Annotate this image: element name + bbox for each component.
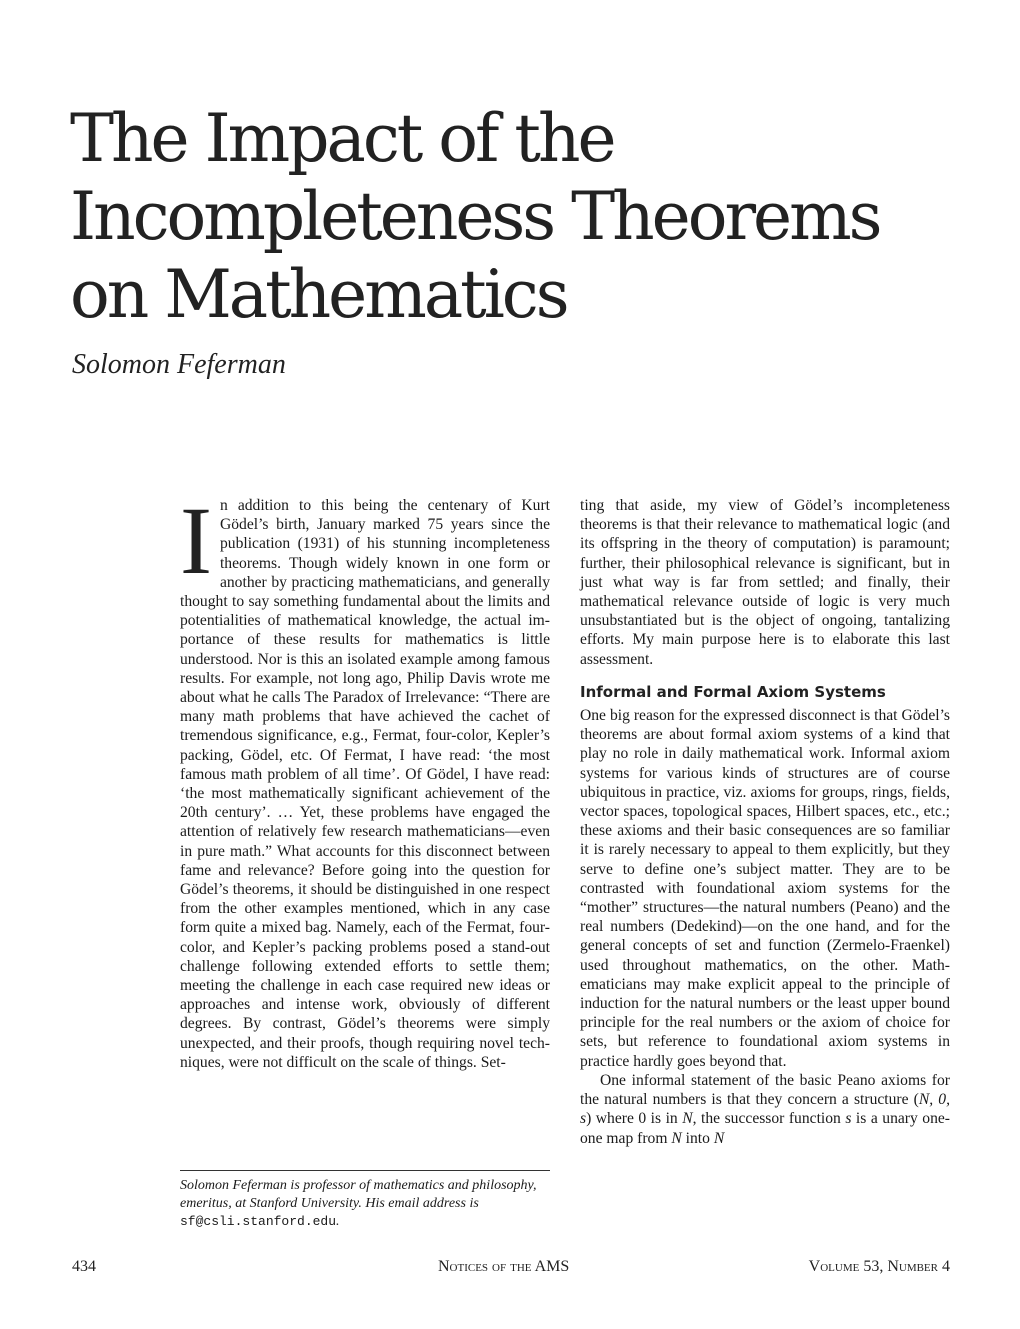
peano-text-c: , the successor function	[692, 1110, 846, 1128]
peano-text-b: ) where 0 is in	[586, 1110, 683, 1128]
author-footnote	[180, 1170, 550, 1231]
author-email[interactable]: sf@csli.stanford.edu	[180, 1214, 337, 1229]
peano-text-d: is a unary one-one map from	[580, 1110, 950, 1147]
article-title	[70, 100, 970, 334]
author-name: Solomon Feferman	[72, 349, 286, 380]
math-n-1: N	[682, 1110, 693, 1128]
right-column	[580, 496, 950, 1148]
math-s: s	[845, 1110, 852, 1128]
volume-number: Volume 53, Number 4	[808, 1258, 950, 1275]
title-line-2: Incompleteness Theorems	[70, 178, 880, 255]
page-footer	[72, 1258, 950, 1278]
left-column	[180, 487, 550, 1072]
page-number: 434	[72, 1258, 96, 1275]
intro-paragraph: n addition to this being the centenary of Kurt Gödel’s birth, January marked 75 years since the publication (1931) of his stunning incompleteness theorems. Though widely known in one form or another by practicing mathematicians, and generally thought to say something fundamental about the limits and potentialities of mathematical knowledge, the actual importance of these results for mathematics is little understood. Nor is this an isolated example among famous results. For example, not long ago, Philip Davis wrote me about what he calls The Paradox of Irrelevance: “There are many math problems that have achieved the cachet of tremendous significance, e.g., Fermat, four-color, Kepler’s packing, Gödel, etc. Of Fermat, I have read: ‘the most famous math problem of all time’. Of Gödel, I have read: ‘the most mathematically significant achievement of the 20th century’. … Yet, these problems have engaged the attention of relatively few research mathematicians—even in pure math.” What accounts for this disconnect between fame and relevance? Before going into the question for Gödel’s theorems, it should be distinguished in one respect from the other examples mentioned, which in any case form quite a mixed bag. Namely, each of the Fermat, four-color, and Kepler’s packing problems posed a stand-out challenge following extended efforts to settle them; meeting the challenge in each case required new ideas or approaches and intense work, obviously of different degrees. By contrast, Gödel’s theorems were simply unexpected, and their proofs, though requiring novel techniques, were not difficult on the scale of things. Set-	[180, 497, 550, 1071]
title-line-1: The Impact of the	[70, 100, 614, 177]
peano-text-a: One informal statement of the basic Peano axioms for the natural numbers is that they concern a structure (	[580, 1071, 950, 1109]
math-n-2: N	[671, 1129, 682, 1147]
drop-cap: I	[180, 487, 212, 594]
continued-paragraph: ting that aside, my view of Gödel’s incompleteness theorems is that their relevance to mathematical logic (and its offspring in the theory of computation) is paramount; further, their philosophical relevance is significant, but in just what way is far from settled; and finally, their mathematical relevance outside of logic is very much unsubstantiated but is the object of ongoing, tantalizing efforts. My main purpose here is to elaborate this last assessment.	[580, 497, 950, 668]
peano-paragraph	[580, 1071, 950, 1148]
title-line-3: on Mathematics	[70, 256, 567, 333]
math-n-3: N	[713, 1129, 725, 1147]
peano-text-e: into	[681, 1129, 714, 1147]
math-structure: N, 0, s	[580, 1091, 950, 1128]
journal-name: Notices of the AMS	[438, 1258, 570, 1275]
section-heading: Informal and Formal Axiom Systems	[580, 682, 886, 701]
footnote-end: .	[336, 1214, 340, 1229]
footnote-text: Solomon Feferman is professor of mathematics and philosophy, emeritus, at Stanford University. His email address is	[180, 1178, 537, 1211]
axiom-paragraph: One big reason for the expressed disconnect is that Gödel’s theorems are about formal axiom systems of a kind that play no role in daily mathematical work. Informal axiom systems for various kinds of structures are of course ubiquitous in practice, viz. axioms for groups, rings, fields, vector spaces, topological spaces, Hilbert spaces, etc., etc.; these axioms and their basic consequences are so familiar it is rarely necessary to appeal to them explicitly, but they serve to define one’s subject matter. They are to be contrasted with foundational axiom systems for the “mother” structures—the natural numbers (Peano) and the real numbers (Dedekind)—on the one hand, and for the general concepts of set and function (Zermelo-Fraenkel) used throughout mathematics, on the other. Mathematicians may make explicit appeal to the principle of induction for the natural numbers or the least upper bound principle for the real numbers or the axiom of choice for sets, but reference to foundational axiom systems in practice hardly goes beyond that.	[580, 707, 950, 1070]
